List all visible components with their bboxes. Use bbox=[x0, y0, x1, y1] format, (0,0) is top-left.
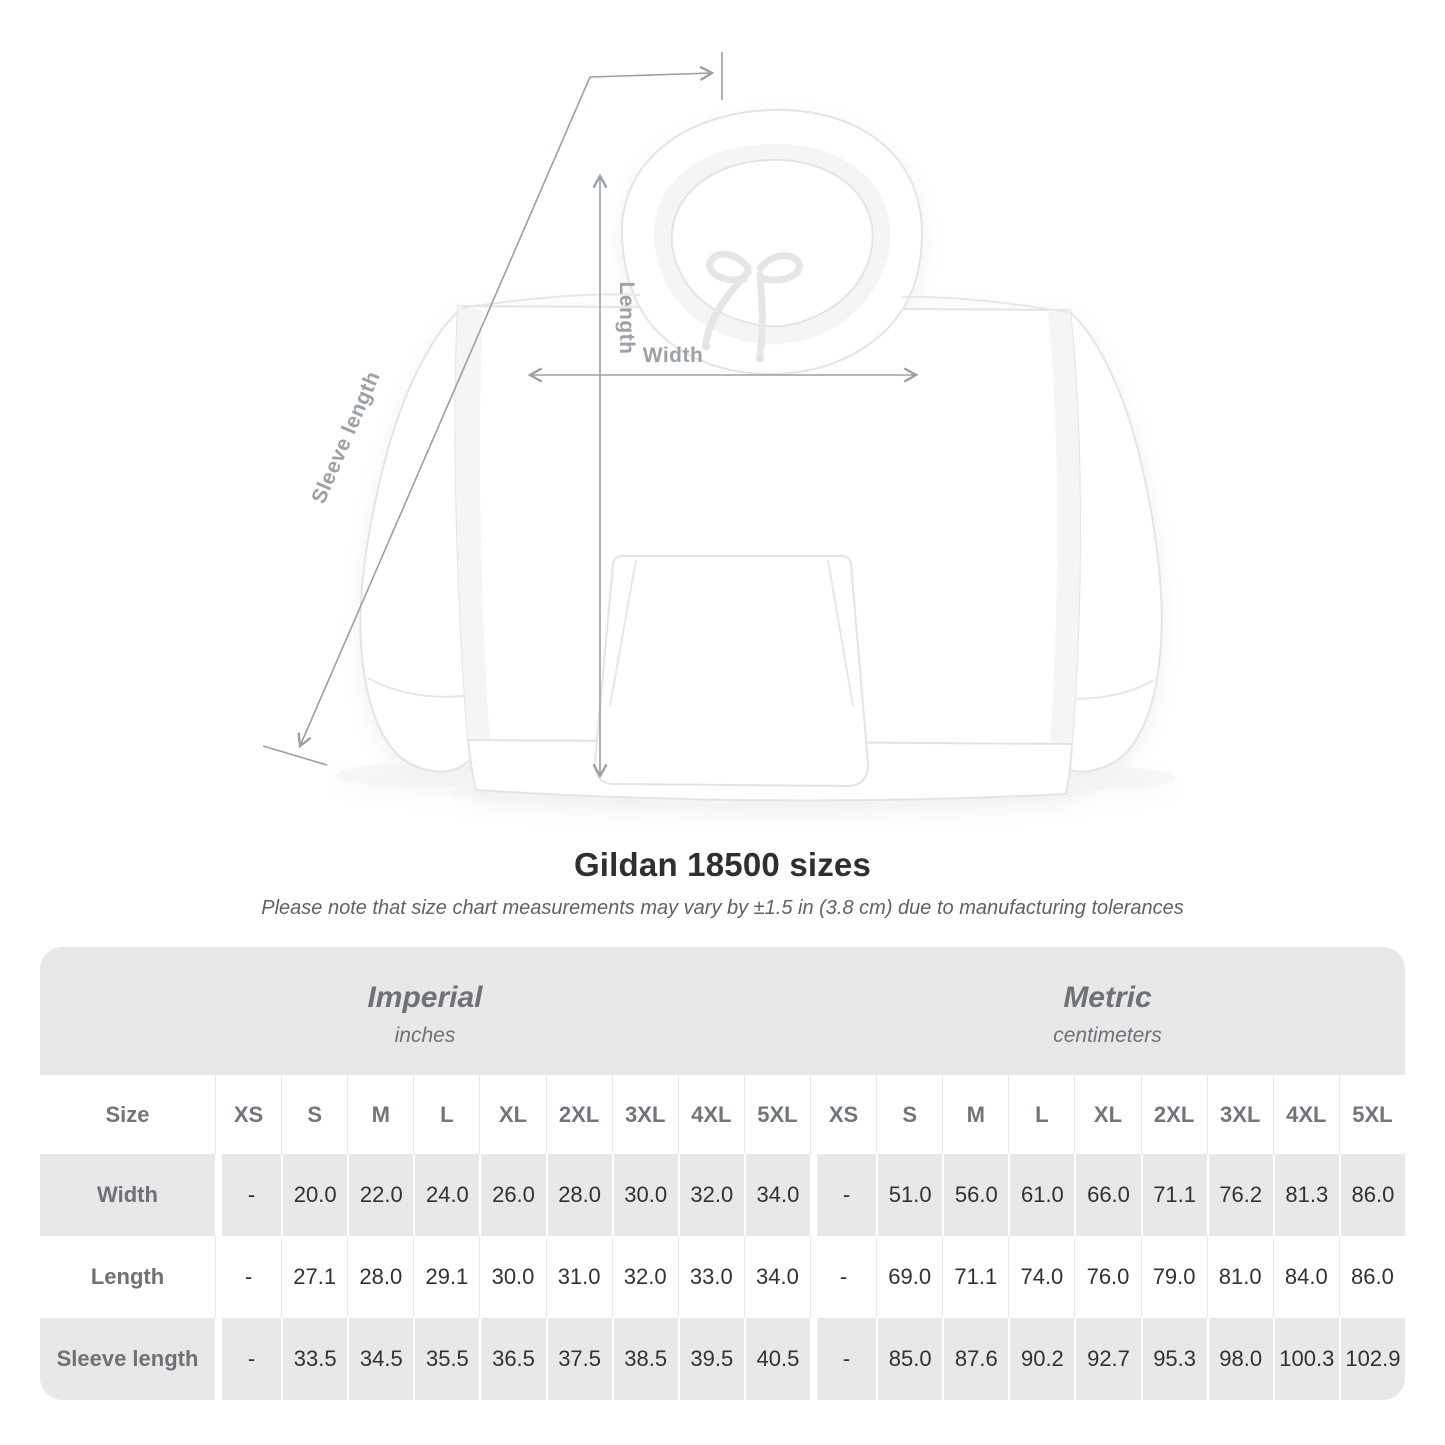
imperial-value-cell: 39.5 bbox=[678, 1318, 744, 1400]
metric-value-cell: 84.0 bbox=[1273, 1236, 1339, 1318]
metric-value-cell: - bbox=[810, 1154, 876, 1236]
size-header-imperial-l: L bbox=[413, 1075, 479, 1154]
size-column-header: Size bbox=[105, 1101, 150, 1127]
imperial-value-cell: 28.0 bbox=[546, 1154, 612, 1236]
row-label: Length bbox=[90, 1264, 165, 1289]
metric-value-cell: 90.2 bbox=[1008, 1318, 1074, 1400]
heading-block bbox=[0, 846, 1445, 920]
row-label: Sleeve length bbox=[40, 1318, 215, 1400]
metric-group-unit: centimeters bbox=[1053, 1023, 1162, 1047]
drawstring-right bbox=[760, 274, 762, 354]
imperial-value-cell: 30.0 bbox=[479, 1236, 545, 1318]
measurement-row-sleeve-length bbox=[40, 1318, 1405, 1400]
imperial-value-cell: 40.5 bbox=[744, 1318, 810, 1400]
imperial-value-cell: 34.0 bbox=[744, 1154, 810, 1236]
size-header-metric-2xl: 2XL bbox=[1141, 1075, 1207, 1154]
kangaroo-pocket bbox=[595, 556, 868, 786]
size-header-imperial-xs: XS bbox=[215, 1075, 281, 1154]
imperial-value-cell: 38.5 bbox=[612, 1318, 678, 1400]
metric-value-cell: 85.0 bbox=[876, 1318, 942, 1400]
size-header-metric-4xl: 4XL bbox=[1273, 1075, 1339, 1154]
imperial-value-cell: 29.1 bbox=[413, 1236, 479, 1318]
metric-value-cell: 95.3 bbox=[1141, 1318, 1207, 1400]
imperial-value-cell: 32.0 bbox=[678, 1154, 744, 1236]
size-header-imperial-m: M bbox=[347, 1075, 413, 1154]
metric-value-cell: 61.0 bbox=[1008, 1154, 1074, 1236]
metric-value-cell: - bbox=[810, 1236, 876, 1318]
size-header-imperial-3xl: 3XL bbox=[612, 1075, 678, 1154]
sleeve-length-bottom-tick bbox=[263, 746, 327, 765]
metric-value-cell: 51.0 bbox=[876, 1154, 942, 1236]
imperial-value-cell: 20.0 bbox=[281, 1154, 347, 1236]
metric-value-cell: 56.0 bbox=[942, 1154, 1008, 1236]
size-header-imperial-5xl: 5XL bbox=[744, 1075, 810, 1154]
metric-value-cell: 76.2 bbox=[1207, 1154, 1273, 1236]
imperial-value-cell: 33.0 bbox=[678, 1236, 744, 1318]
imperial-value-cell: 36.5 bbox=[479, 1318, 545, 1400]
metric-value-cell: 102.9 bbox=[1339, 1318, 1405, 1400]
imperial-value-cell: - bbox=[215, 1318, 281, 1400]
sleeve-length-top-segment bbox=[590, 73, 712, 77]
imperial-value-cell: 31.0 bbox=[546, 1236, 612, 1318]
imperial-value-cell: 30.0 bbox=[612, 1154, 678, 1236]
size-header-imperial-xl: XL bbox=[479, 1075, 545, 1154]
imperial-value-cell: 27.1 bbox=[281, 1236, 347, 1318]
imperial-value-cell: 26.0 bbox=[479, 1154, 545, 1236]
metric-value-cell: 87.6 bbox=[942, 1318, 1008, 1400]
length-label: Length bbox=[615, 281, 638, 355]
metric-value-cell: 86.0 bbox=[1339, 1236, 1405, 1318]
imperial-value-cell: 32.0 bbox=[612, 1236, 678, 1318]
metric-value-cell: 81.0 bbox=[1207, 1236, 1273, 1318]
metric-value-cell: 86.0 bbox=[1339, 1154, 1405, 1236]
hoodie-illustration bbox=[335, 110, 1175, 808]
metric-value-cell: 79.0 bbox=[1141, 1236, 1207, 1318]
size-header-row bbox=[40, 1075, 1405, 1154]
imperial-value-cell: 28.0 bbox=[347, 1236, 413, 1318]
width-label: Width bbox=[642, 344, 704, 367]
metric-value-cell: - bbox=[810, 1318, 876, 1400]
metric-value-cell: 98.0 bbox=[1207, 1318, 1273, 1400]
metric-group-header bbox=[810, 947, 1405, 1075]
metric-value-cell: 81.3 bbox=[1273, 1154, 1339, 1236]
imperial-value-cell: 35.5 bbox=[413, 1318, 479, 1400]
metric-value-cell: 92.7 bbox=[1074, 1318, 1140, 1400]
imperial-group-label: Imperial bbox=[367, 980, 483, 1014]
size-header-metric-xl: XL bbox=[1074, 1075, 1140, 1154]
drawstring-right-aglet bbox=[756, 354, 764, 362]
metric-value-cell: 100.3 bbox=[1273, 1318, 1339, 1400]
measurement-row-length bbox=[40, 1236, 1405, 1318]
metric-value-cell: 74.0 bbox=[1008, 1236, 1074, 1318]
size-header-metric-5xl: 5XL bbox=[1339, 1075, 1405, 1154]
metric-value-cell: 71.1 bbox=[1141, 1154, 1207, 1236]
imperial-value-cell: 24.0 bbox=[413, 1154, 479, 1236]
row-label: Width bbox=[40, 1154, 215, 1236]
imperial-value-cell: 37.5 bbox=[546, 1318, 612, 1400]
imperial-value-cell: 34.5 bbox=[347, 1318, 413, 1400]
size-header-metric-s: S bbox=[876, 1075, 942, 1154]
size-header-metric-xs: XS bbox=[810, 1075, 876, 1154]
measurement-row-width bbox=[40, 1154, 1405, 1236]
size-header-imperial-4xl: 4XL bbox=[678, 1075, 744, 1154]
metric-value-cell: 71.1 bbox=[942, 1236, 1008, 1318]
imperial-value-cell: 22.0 bbox=[347, 1154, 413, 1236]
size-header-imperial-s: S bbox=[281, 1075, 347, 1154]
imperial-value-cell: 34.0 bbox=[744, 1236, 810, 1318]
metric-value-cell: 66.0 bbox=[1074, 1154, 1140, 1236]
unit-band-row bbox=[40, 947, 1405, 1075]
metric-value-cell: 69.0 bbox=[876, 1236, 942, 1318]
sleeve-length-label: Sleeve length bbox=[307, 367, 385, 508]
imperial-value-cell: - bbox=[215, 1236, 281, 1318]
metric-value-cell: 76.0 bbox=[1074, 1236, 1140, 1318]
page-title: Gildan 18500 sizes bbox=[573, 846, 872, 883]
imperial-group-unit: inches bbox=[394, 1023, 456, 1047]
imperial-value-cell: 33.5 bbox=[281, 1318, 347, 1400]
tolerance-note: Please note that size chart measurements may vary by ±1.5 in (3.8 cm) due to manufacturing tolerances bbox=[261, 897, 1184, 919]
size-header-metric-3xl: 3XL bbox=[1207, 1075, 1273, 1154]
size-header-imperial-2xl: 2XL bbox=[546, 1075, 612, 1154]
metric-group-label: Metric bbox=[1063, 980, 1152, 1014]
size-header-metric-m: M bbox=[942, 1075, 1008, 1154]
imperial-value-cell: - bbox=[215, 1154, 281, 1236]
size-table bbox=[40, 947, 1405, 1400]
size-header-metric-l: L bbox=[1008, 1075, 1074, 1154]
imperial-group-header bbox=[40, 947, 810, 1075]
